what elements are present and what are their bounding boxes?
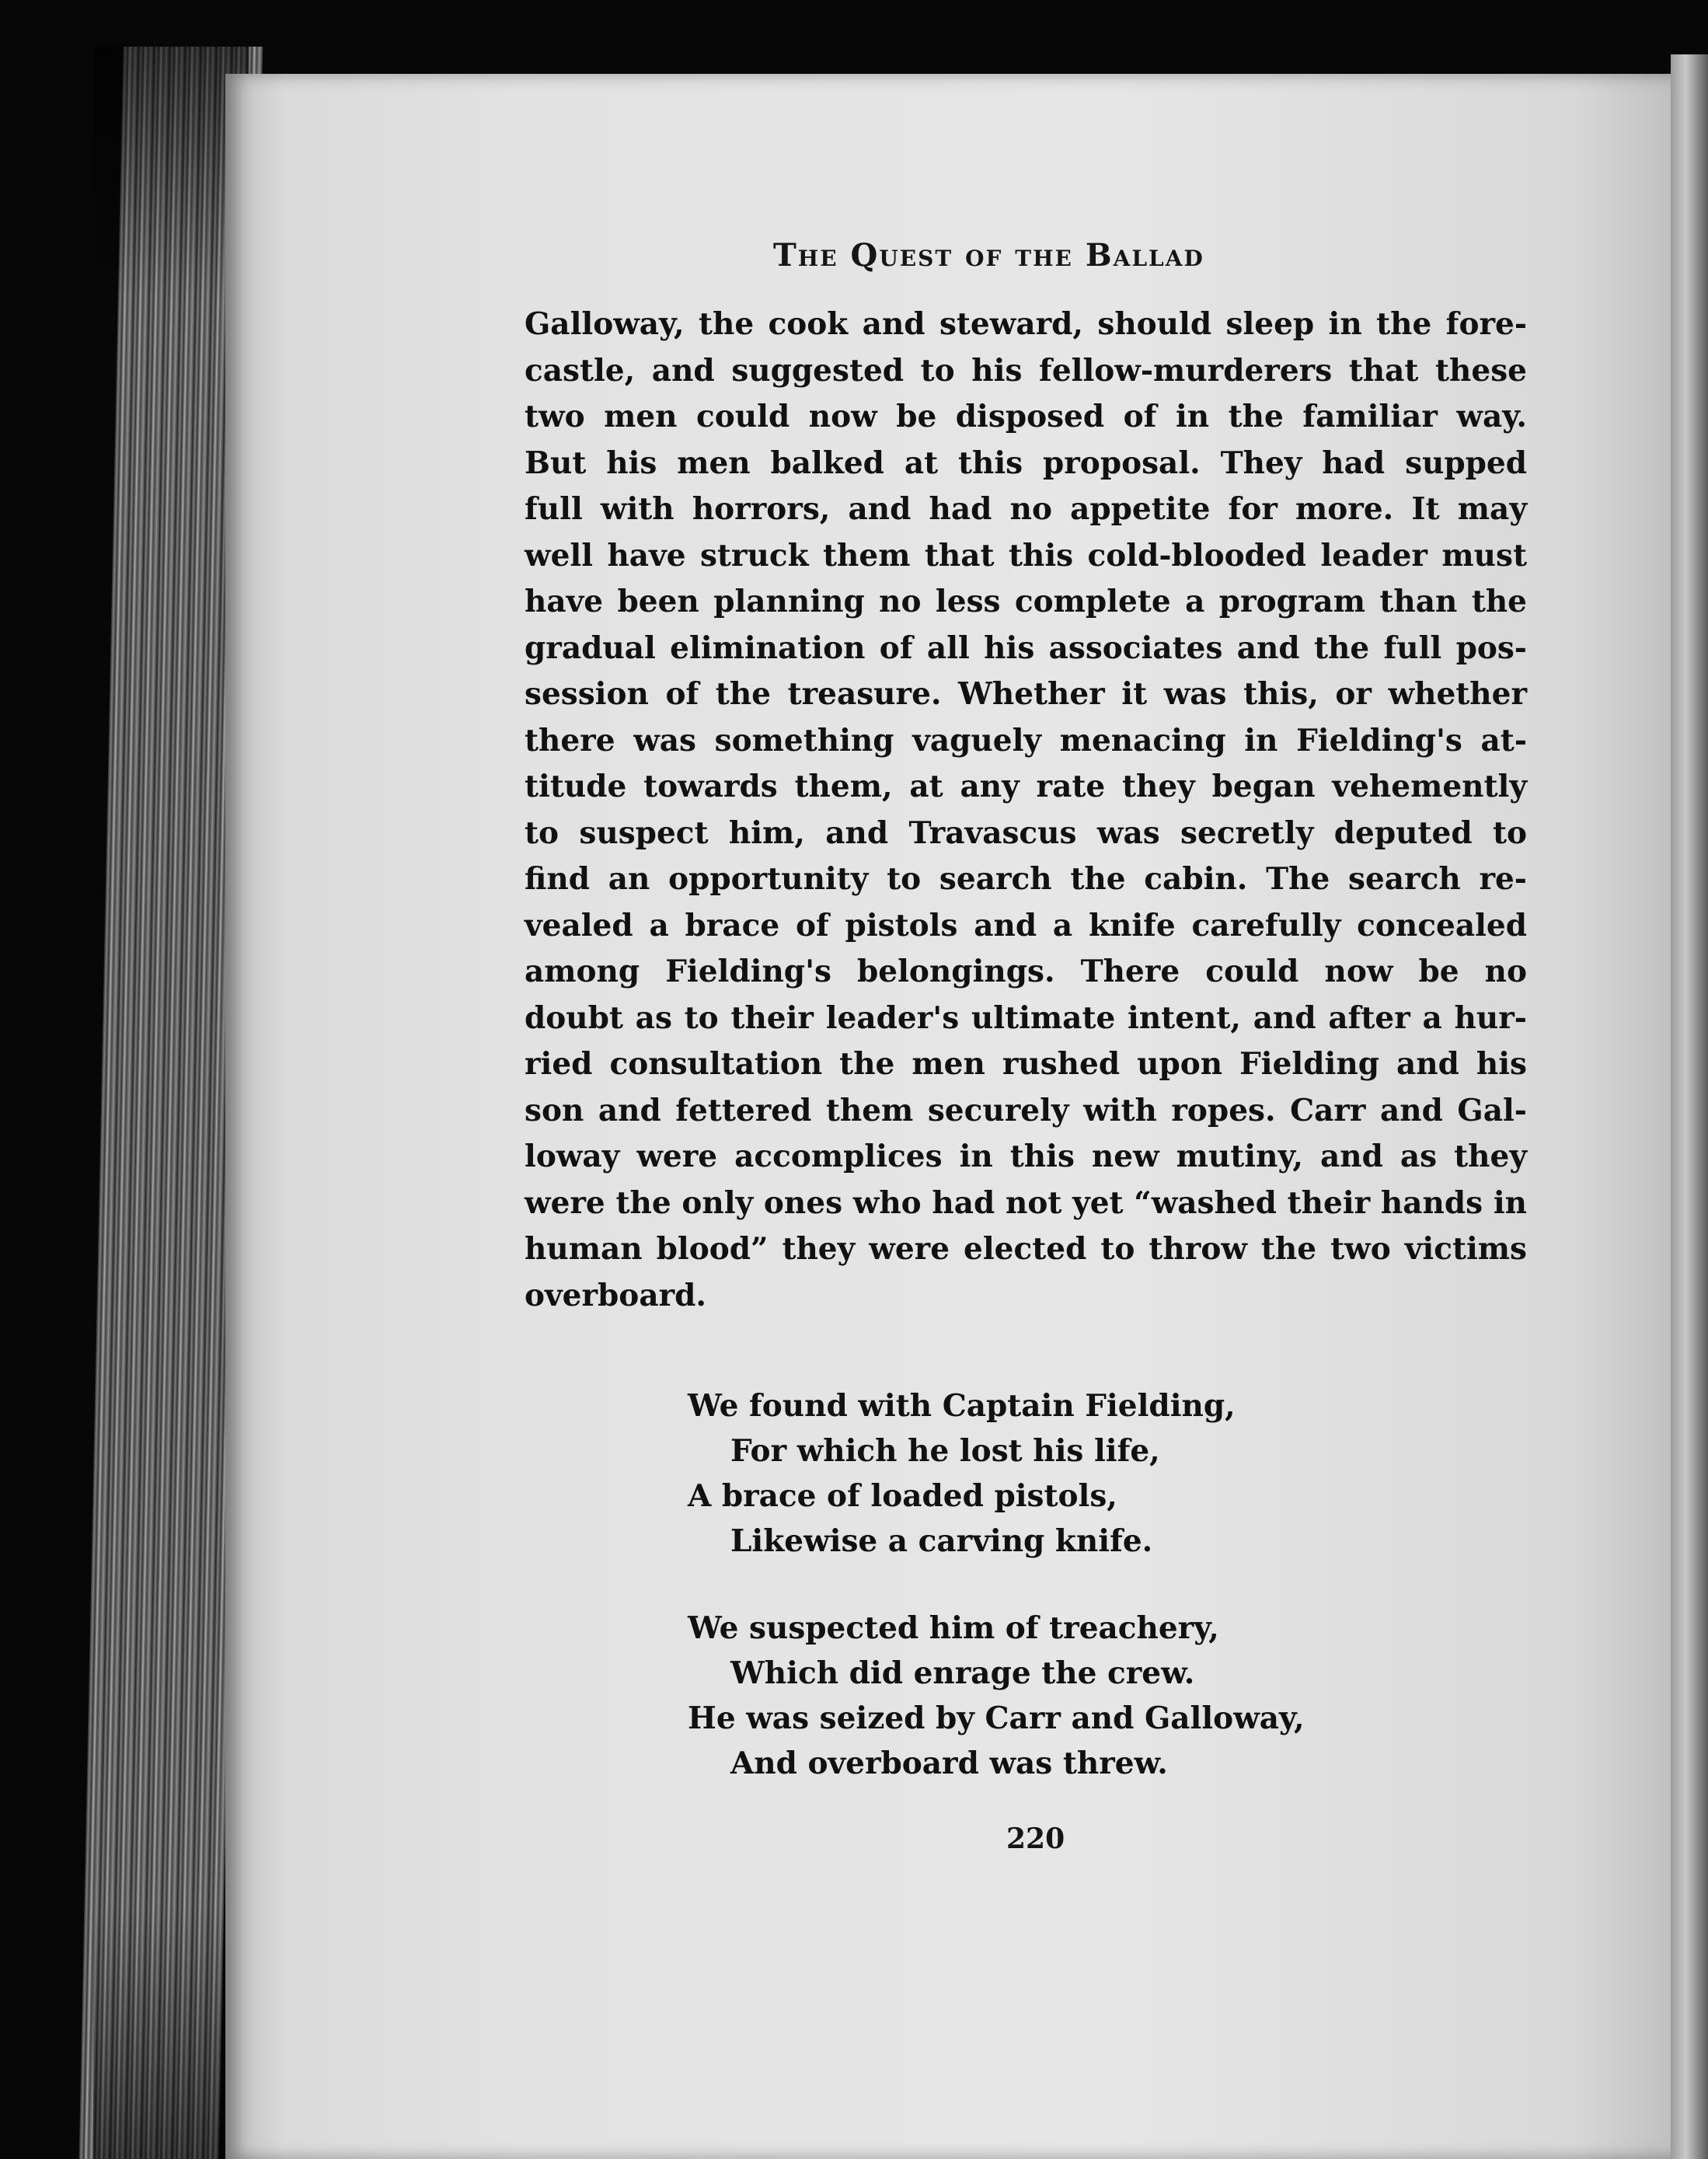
text-line: Galloway, the cook and steward, should sleep in the fore-: [525, 306, 1527, 342]
text-line: ried consultation the men rushed upon Fielding and his: [525, 1046, 1527, 1082]
body-paragraph: [525, 302, 1527, 1319]
text-line: have been planning no less complete a program than the: [525, 584, 1527, 619]
text-line: were the only ones who had not yet “washed their hands in: [525, 1184, 1527, 1221]
text-line: titude towards them, at any rate they began vehemently: [525, 769, 1527, 804]
verse-line: A brace of loaded pistols,: [688, 1478, 1117, 1514]
verse-line: We suspected him of treachery,: [688, 1610, 1219, 1646]
text-line: gradual elimination of all his associates and the full pos-: [525, 630, 1527, 666]
text-line: well have struck them that this cold-blooded leader must: [525, 537, 1527, 574]
verse-line: Which did enrage the crew.: [730, 1655, 1195, 1691]
right-page-border: [1671, 54, 1708, 2159]
text-line: castle, and suggested to his fellow-murderers that these: [525, 352, 1527, 389]
text-line: session of the treasure. Whether it was this, or whether: [525, 676, 1527, 712]
text-line: full with horrors, and had no appetite for more. It may: [525, 491, 1527, 527]
text-line: two men could now be disposed of in the familiar way.: [525, 399, 1527, 434]
verse-line: We found with Captain Fielding,: [688, 1388, 1236, 1424]
text-line: But his men balked at this proposal. They had supped: [525, 445, 1527, 481]
text-line: son and fettered them securely with ropes. Carr and Gal-: [525, 1092, 1527, 1128]
text-line: to suspect him, and Travascus was secretly deputed to: [525, 814, 1527, 851]
text-line: among Fielding's belongings. There could now be no: [525, 954, 1527, 989]
text-line: find an opportunity to search the cabin. The search re-: [525, 861, 1527, 897]
verse-stanza-1: [688, 1383, 1236, 1564]
verse-line: And overboard was threw.: [730, 1746, 1168, 1781]
running-head: The Quest of the Ballad: [773, 237, 1204, 274]
text-line: loway were accomplices in this new mutiny, and as they: [525, 1139, 1527, 1174]
verse-line: For which he lost his life,: [730, 1433, 1160, 1469]
text-line: overboard.: [525, 1277, 706, 1313]
text-line: human blood” they were elected to throw the two victims: [525, 1231, 1527, 1267]
page-number: 220: [1006, 1822, 1065, 1855]
verse-line: Likewise a carving knife.: [730, 1523, 1153, 1559]
verse-line: He was seized by Carr and Galloway,: [688, 1700, 1305, 1736]
text-line: there was something vaguely menacing in Fielding's at-: [525, 722, 1527, 759]
text-line: vealed a brace of pistols and a knife carefully concealed: [525, 907, 1527, 943]
text-line: doubt as to their leader's ultimate intent, and after a hur-: [525, 999, 1527, 1036]
verse-stanza-2: [688, 1606, 1305, 1786]
